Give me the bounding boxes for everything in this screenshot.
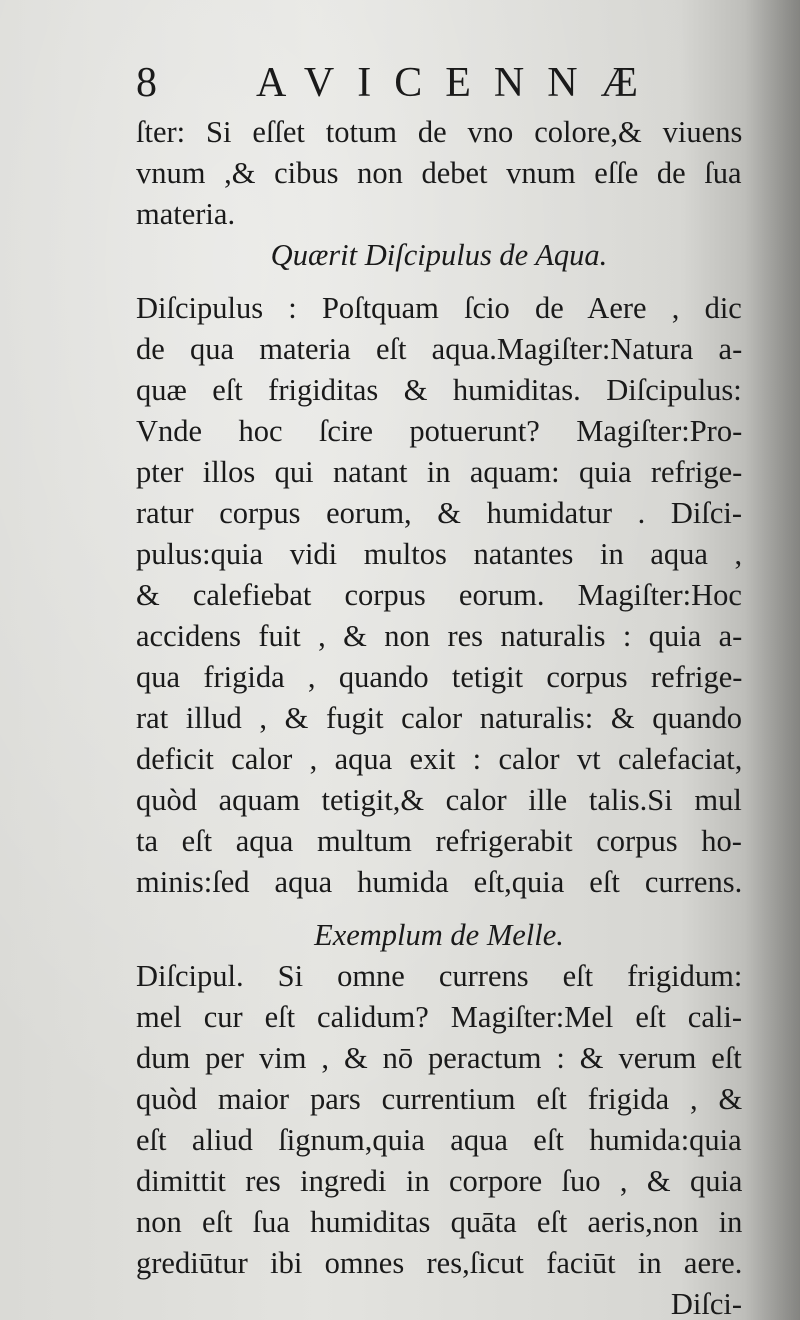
section-heading-aqua: Quærit Diſcipulus de Aqua. — [270, 238, 608, 272]
text-line: ta eſt aqua multum refrigerabit corpus ho- — [136, 824, 742, 858]
text-line: qua frigida , quando tetigit corpus refrige- — [136, 660, 743, 694]
text-line: quòd aquam tetigit,& calor ille talis.Si mul — [136, 783, 742, 817]
text-line: & calefiebat corpus eorum. Magiſter:Hoc — [136, 578, 742, 612]
text-line: ſter: Si eſſet totum de vno colore,& viuens — [136, 115, 743, 149]
page-number: 8 — [136, 60, 157, 106]
page-header — [136, 58, 661, 108]
text-line: rat illud , & fugit calor naturalis: & quando — [136, 701, 743, 735]
text-line: ratur corpus eorum, & humidatur . Diſci- — [136, 496, 743, 530]
section-heading-melle: Exemplum de Melle. — [314, 918, 564, 952]
paragraph-intro — [136, 112, 742, 235]
text-block — [136, 112, 742, 1320]
text-line: vnum ,& cibus non debet vnum eſſe de ſua — [136, 156, 742, 190]
text-line: deficit calor , aqua exit : calor vt calefaciat, — [136, 742, 743, 776]
page-edge-shadow — [745, 0, 800, 1320]
spacer — [136, 276, 742, 288]
text-line: materia. — [136, 197, 236, 231]
spacer — [136, 903, 742, 915]
text-line: Diſcipul. Si omne currens eſt frigidum: — [136, 959, 743, 993]
text-line: Diſcipulus : Poſtquam ſcio de Aere , dic — [136, 291, 742, 325]
text-line: pter illos qui natant in aquam: quia refrige- — [136, 455, 743, 489]
text-line: eſt aliud ſignum,quia aqua eſt humida:quia — [136, 1123, 742, 1157]
text-line: quæ eſt frigiditas & humiditas. Diſcipulus: — [136, 373, 742, 407]
text-line: grediūtur ibi omnes res,ſicut faciūt in aere. — [136, 1246, 743, 1280]
running-title: AVICENNÆ — [256, 60, 661, 106]
text-line: dimittit res ingredi in corpore ſuo , & quia — [136, 1164, 743, 1198]
text-line: quòd maior pars currentium eſt frigida , & — [136, 1082, 743, 1116]
text-line: mel cur eſt calidum? Magiſter:Mel eſt cali- — [136, 1000, 742, 1034]
text-line: pulus:quia vidi multos natantes in aqua , — [136, 537, 743, 571]
paragraph-melle — [136, 956, 742, 1284]
catchword: Diſci- — [670, 1287, 742, 1320]
text-line: dum per vim , & nō peractum : & verum eſt — [136, 1041, 742, 1075]
text-line: non eſt ſua humiditas quāta eſt aeris,non in — [136, 1205, 743, 1239]
paragraph-aqua — [136, 288, 742, 903]
text-line: minis:ſed aqua humida eſt,quia eſt currens. — [136, 865, 743, 899]
text-line: Vnde hoc ſcire potuerunt? Magiſter:Pro- — [136, 414, 743, 448]
text-line: accidens fuit , & non res naturalis : quia a- — [136, 619, 743, 653]
text-line: de qua materia eſt aqua.Magiſter:Natura a- — [136, 332, 743, 366]
